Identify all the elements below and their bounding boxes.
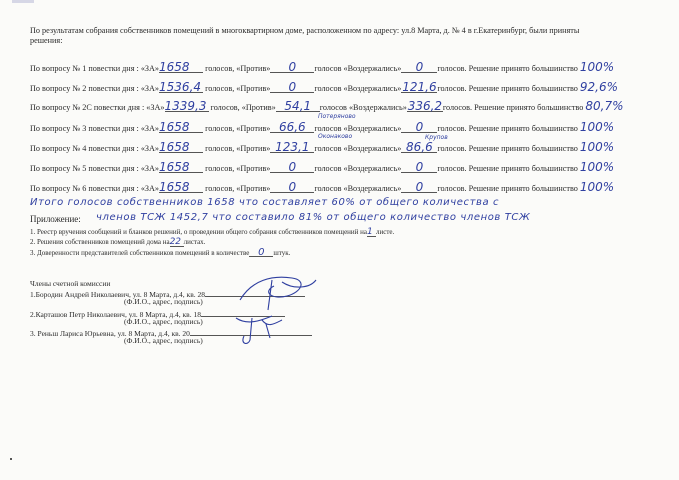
appendix-item-3-text: 3. Доверенности представителей собственников помещений в количестве <box>30 249 250 257</box>
commission-member-2-caption: (Ф.И.О., адрес, подпись) <box>124 317 203 326</box>
za-label: «ЗА» <box>140 164 160 173</box>
handwritten-summary-line-2: членов ТСЖ 1452,7 что составило 81% от общего количество членов ТСЖ <box>96 212 531 223</box>
appendix-item-2 <box>30 237 205 247</box>
commission-title: Члены счетной комиссии <box>30 279 111 288</box>
question-row <box>30 99 624 113</box>
protiv-label: «Против» <box>236 164 271 173</box>
vozd-value: 0 <box>401 183 437 193</box>
golosov-label: голосов, <box>205 84 235 93</box>
percent-value: 100% <box>579 140 615 154</box>
appendix-item-2-value: 22 <box>170 237 184 247</box>
percent-value: 100% <box>579 60 615 74</box>
appendix-item-3-value: 0 <box>249 247 273 257</box>
decision-label: Решение принято большинство <box>468 84 578 93</box>
appendix-item-3 <box>30 247 290 257</box>
za-label: «ЗА» <box>140 124 160 133</box>
za-value: 1339,3 <box>164 99 207 113</box>
protiv-value: 54,1 <box>276 102 320 112</box>
golosov-label: голосов, <box>210 103 240 112</box>
question-prefix: По вопросу № 4 повестки дня : <box>30 144 139 153</box>
protiv-value: 0 <box>270 83 314 93</box>
appendix-item-3-tail: штук. <box>273 249 291 257</box>
za-value: 1658 <box>159 123 203 133</box>
za-value: 1658 <box>159 143 203 153</box>
golosov-dot-label: голосов. <box>437 124 467 133</box>
golosov-dot-label: голосов. <box>437 144 467 153</box>
commission-member-3-caption: (Ф.И.О., адрес, подпись) <box>124 336 203 345</box>
appendix-item-1-tail: листе. <box>376 228 395 236</box>
za-label: «ЗА» <box>140 64 160 73</box>
appendix-title: Приложение: <box>30 214 81 224</box>
golosov-label: голосов, <box>205 164 235 173</box>
vozd-label: голосов «Воздержались» <box>314 184 402 193</box>
percent-value: 80,7% <box>585 99 624 113</box>
intro-line-2: решения: <box>30 36 63 45</box>
vozd-value: 0 <box>401 163 437 173</box>
protiv-label: «Против» <box>236 64 271 73</box>
question-row <box>30 140 614 154</box>
question-row <box>30 80 618 94</box>
commission-member-3-line: 3. Реньш Лариса Юрьевна, ул. 8 Марта, д.4, кв. 20 <box>30 329 190 338</box>
decision-label: Решение принято большинство <box>468 64 578 73</box>
commission-member-1-caption: (Ф.И.О., адрес, подпись) <box>124 297 203 306</box>
intro-line-1: По результатам собрания собственников помещений в многоквартирном доме, расположенном по адресу: ул.8 Марта, д. № 4 в г.Екатеринбург, были приняты <box>30 26 580 35</box>
scan-edge-mark <box>12 0 34 3</box>
protiv-note: Оконаково <box>318 133 353 140</box>
golosov-dot-label: голосов. <box>442 103 473 112</box>
percent-value: 100% <box>579 180 615 194</box>
golosov-dot-label: голосов. <box>437 164 467 173</box>
appendix-item-2-text: 2. Решения собственников помещений дома на <box>30 238 170 246</box>
golosov-dot-label: голосов. <box>437 64 467 73</box>
vozd-note: Крупов <box>425 134 448 141</box>
question-prefix: По вопросу № 1 повестки дня : <box>30 64 139 73</box>
vozd-label: голосов «Воздержались» <box>314 124 402 133</box>
vozd-value: 336,2 <box>407 99 443 113</box>
percent-value: 100% <box>579 120 615 134</box>
za-label: «ЗА» <box>140 84 160 93</box>
decision-label: Решение принято большинство <box>474 103 584 112</box>
scan-dot <box>10 458 12 460</box>
golosov-label: голосов, <box>205 64 235 73</box>
question-prefix: По вопросу № 2С повестки дня : <box>30 103 145 112</box>
appendix-item-1-text: 1. Реестр вручения сообщений и бланков решений, о проведении общего собрания собственников помещений на <box>30 228 368 236</box>
vozd-label: голосов «Воздержались» <box>314 84 402 93</box>
percent-value: 100% <box>579 160 615 174</box>
golosov-label: голосов, <box>205 184 235 193</box>
protiv-value: 0 <box>270 183 314 193</box>
protiv-value: 0 <box>270 63 314 73</box>
vozd-value: 0 <box>401 63 437 73</box>
vozd-value: 121,6 <box>402 80 437 94</box>
decision-label: Решение принято большинство <box>468 144 578 153</box>
vozd-label: голосов «Воздержались» <box>319 103 407 112</box>
decision-label: Решение принято большинство <box>468 164 578 173</box>
appendix-item-1 <box>30 227 394 237</box>
decision-label: Решение принято большинство <box>468 184 578 193</box>
vozd-label: голосов «Воздержались» <box>314 164 402 173</box>
za-value: 1658 <box>159 183 203 193</box>
question-row <box>30 160 614 174</box>
commission-member-1-line: 1.Бородин Андрей Николаевич, ул. 8 Марта, д.4, кв. 28 <box>30 290 205 299</box>
protiv-label: «Против» <box>236 144 271 153</box>
protiv-label: «Против» <box>241 103 276 112</box>
protiv-value: 123,1 <box>270 143 314 153</box>
commission-member-2-line: 2.Карташов Петр Николаевич, ул. 8 Марта, д.4, кв. 18 <box>30 310 201 319</box>
handwritten-summary-line-1: Итого голосов собственников 1658 что составляет 60% от общего количества с <box>30 197 500 208</box>
question-prefix: По вопросу № 2 повестки дня : <box>30 84 139 93</box>
question-prefix: По вопросу № 5 повестки дня : <box>30 164 139 173</box>
golosov-dot-label: голосов. <box>437 184 467 193</box>
appendix-item-2-tail: листах. <box>183 238 206 246</box>
question-prefix: По вопросу № 3 повестки дня : <box>30 124 139 133</box>
protiv-label: «Против» <box>236 84 271 93</box>
vozd-value: 86,6 <box>401 143 437 153</box>
golosov-label: голосов, <box>205 144 235 153</box>
vozd-label: голосов «Воздержались» <box>314 144 402 153</box>
question-prefix: По вопросу № 6 повестки дня : <box>30 184 139 193</box>
golosov-dot-label: голосов. <box>437 84 467 93</box>
appendix-item-1-value: 1 <box>367 227 376 237</box>
percent-value: 92,6% <box>579 80 619 94</box>
za-label: «ЗА» <box>140 184 160 193</box>
protiv-label: «Против» <box>236 124 271 133</box>
question-row <box>30 120 614 134</box>
protiv-value: 66,6 <box>270 123 314 133</box>
protiv-value: 0 <box>270 163 314 173</box>
za-value: 1536,4 <box>159 80 202 94</box>
question-row <box>30 180 614 194</box>
question-row <box>30 60 614 74</box>
vozd-value: 0 <box>401 123 437 133</box>
protiv-note: Потеряново <box>318 113 356 120</box>
za-value: 1658 <box>159 163 203 173</box>
decision-label: Решение принято большинство <box>468 124 578 133</box>
signature-2-icon <box>222 306 302 351</box>
za-label: «ЗА» <box>146 103 165 112</box>
za-label: «ЗА» <box>140 144 160 153</box>
vozd-label: голосов «Воздержались» <box>314 64 402 73</box>
protiv-label: «Против» <box>236 184 271 193</box>
golosov-label: голосов, <box>205 124 235 133</box>
za-value: 1658 <box>159 63 203 73</box>
